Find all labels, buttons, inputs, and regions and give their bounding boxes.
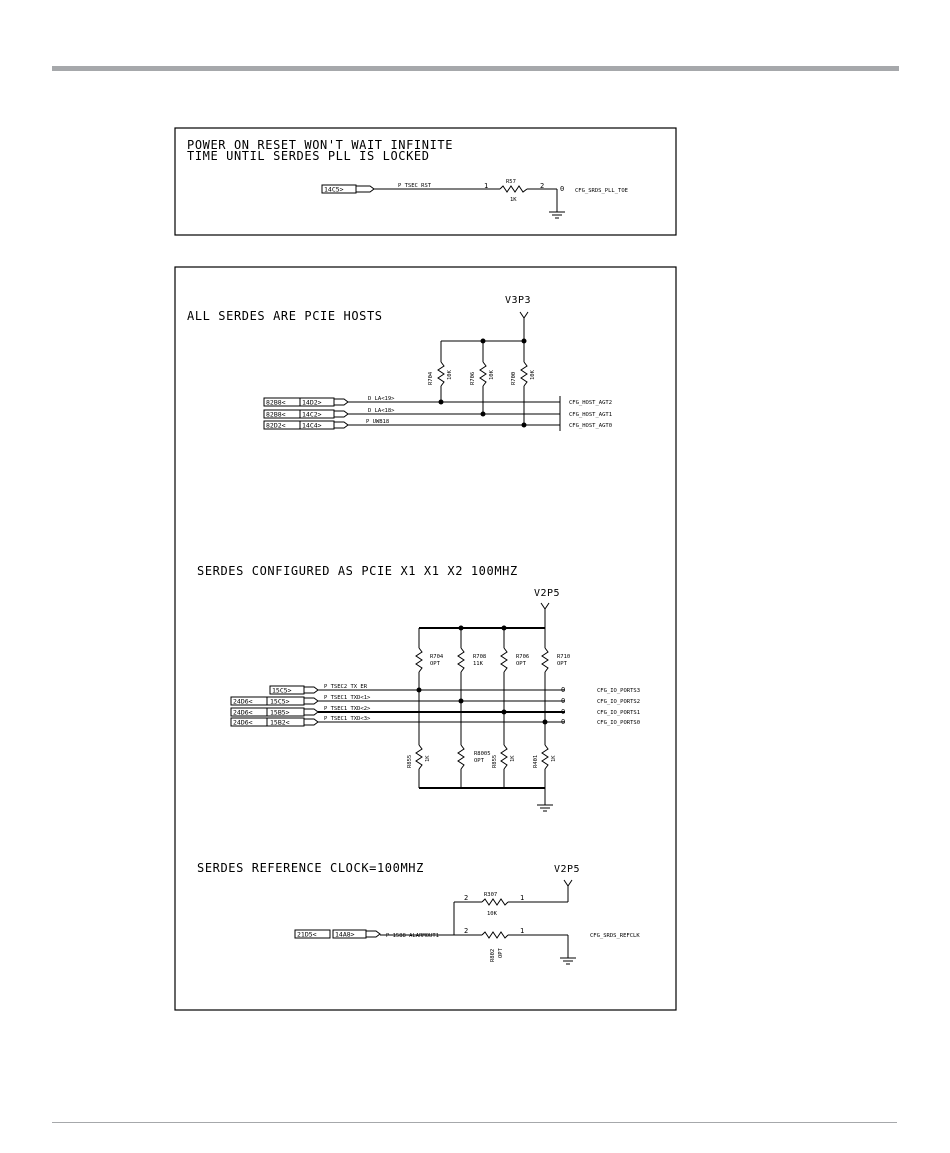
refclk-row	[295, 930, 568, 958]
r57-ref: R57	[506, 179, 516, 185]
refclk-power-arrow-icon	[564, 880, 572, 886]
host-row-0	[264, 396, 612, 408]
host-row0-port-a: 82B8<	[266, 398, 286, 407]
host-row0-port-b: 14D2>	[302, 398, 322, 407]
pcie-ur4-value: OPT	[557, 661, 567, 667]
r802-pin2: 1	[520, 927, 525, 935]
host-row1-port-a: 82B8<	[266, 410, 286, 419]
reset-net-label: P TSEC RST	[398, 183, 432, 189]
r802-ref: R802	[490, 948, 496, 962]
pcie-row0-net: P TSEC2 TX ER	[324, 684, 368, 690]
pcie-row2-port-b: 15B5>	[270, 708, 290, 717]
host-r1-value: 10K	[447, 370, 453, 380]
host-r3-value: 10K	[530, 370, 536, 380]
pcie-row3-net: P TSEC1 TXD<3>	[324, 716, 371, 722]
pcie-row-0	[270, 684, 640, 695]
refclk-section-title: SERDES REFERENCE CLOCK=100MHZ	[197, 861, 424, 875]
host-row1-net: D LA<18>	[368, 408, 395, 414]
host-row-1	[264, 408, 612, 420]
pcie-lr3-value: 1K	[510, 755, 516, 762]
reset-title-line1: POWER ON RESET WON'T WAIT INFINITE	[187, 138, 454, 152]
pcie-lr4-ref: R401	[533, 754, 539, 768]
refclk-ground-icon	[560, 958, 576, 964]
host-power-label: V3P3	[505, 295, 532, 306]
pcie-ground-icon	[537, 805, 553, 811]
pcie-ur1-ref: R704	[430, 654, 444, 660]
host-power-arrow-icon	[520, 312, 528, 318]
pcie-power-arrow-icon	[541, 603, 549, 609]
pcie-row1-port-a: 24D6<	[233, 697, 253, 706]
r57-value: 1K	[510, 197, 517, 203]
r802-value: OPT	[498, 948, 504, 958]
host-section-title: ALL SERDES ARE PCIE HOSTS	[187, 309, 383, 323]
pcie-ur3-ref: R706	[516, 654, 530, 660]
pcie-power-label: V2P5	[534, 588, 561, 599]
pcie-lr2-ref: R8005	[474, 751, 491, 757]
host-row-2	[264, 419, 612, 431]
pcie-row1-out: CFG_IO_PORTS2	[597, 699, 641, 705]
pcie-lr2-value: OPT	[474, 758, 484, 764]
r307-pin2: 1	[520, 894, 525, 902]
host-row2-port-a: 82D2<	[266, 421, 286, 430]
pcie-row2-pin: 0	[561, 708, 566, 716]
pcie-row0-port-b: 15C5>	[272, 686, 292, 695]
pcie-lr4-value: 1K	[551, 755, 557, 762]
host-row0-out: CFG_HOST_AGT2	[569, 400, 613, 406]
pcie-ur2-value: 11K	[473, 661, 483, 667]
pcie-row1-port-b: 15C5>	[270, 697, 290, 706]
host-row2-port-b: 14C4>	[302, 421, 322, 430]
pcie-ur1-value: OPT	[430, 661, 440, 667]
pcie-lr1-ref: R855	[407, 754, 413, 768]
pcie-row0-pin: 0	[561, 686, 566, 694]
host-row1-port-b: 14C2>	[302, 410, 322, 419]
r307-ref: R307	[484, 892, 498, 898]
r57-pin1: 1	[484, 182, 489, 190]
pcie-row-1	[231, 695, 640, 706]
refclk-power-label: V2P5	[554, 864, 581, 875]
reset-title-line2: TIME UNTIL SERDES PLL IS LOCKED	[187, 149, 430, 163]
footer-rule	[52, 1122, 897, 1123]
pcie-row3-port-a: 24D6<	[233, 718, 253, 727]
r802-pin1: 2	[464, 927, 469, 935]
pcie-row-2	[231, 706, 640, 717]
pcie-row1-pin: 0	[561, 697, 566, 705]
reset-output-pin: 0	[560, 185, 565, 193]
pcie-ur3-value: OPT	[516, 661, 526, 667]
pcie-row-3	[231, 716, 640, 727]
pcie-row3-out: CFG_IO_PORTS0	[597, 720, 641, 726]
pcie-row3-port-b: 15B2<	[270, 718, 290, 727]
refclk-net: P 1588 ALARMOUT1	[386, 933, 439, 939]
serdes-panel	[175, 267, 676, 1010]
pcie-row0-out: CFG_IO_PORTS3	[597, 688, 641, 694]
refclk-out: CFG_SRDS_REFCLK	[590, 933, 640, 939]
refclk-port-b: 14A8>	[335, 930, 355, 939]
pcie-ur4-ref: R710	[557, 654, 571, 660]
r57-resistor	[500, 186, 527, 192]
pcie-ur2-ref: R708	[473, 654, 487, 660]
reset-ground-icon	[549, 212, 565, 218]
pcie-row3-pin: 0	[561, 718, 566, 726]
reset-output-net: CFG_SRDS_PLL_TOE	[575, 188, 628, 194]
host-row0-net: D LA<19>	[368, 396, 395, 402]
refclk-port-a: 21D5<	[297, 930, 317, 939]
pcie-row2-out: CFG_IO_PORTS1	[597, 710, 641, 716]
host-row2-out: CFG_HOST_AGT0	[569, 423, 613, 429]
host-r2-ref: R706	[470, 371, 476, 385]
reset-port-label: 14C5>	[324, 185, 344, 194]
pcie-lr1-value: 1K	[425, 755, 431, 762]
host-row1-out: CFG_HOST_AGT1	[569, 412, 613, 418]
pcie-row2-port-a: 24D6<	[233, 708, 253, 717]
host-row2-net: P UWB18	[366, 419, 390, 425]
host-r3-ref: R700	[511, 371, 517, 385]
pcie-upper-resistors	[416, 628, 548, 745]
reset-port-arrow	[356, 186, 374, 192]
pcie-row2-net: P TSEC1 TXD<2>	[324, 706, 371, 712]
pcie-lr3-ref: R855	[492, 754, 498, 768]
pcie-row1-net: P TSEC1 TXD<1>	[324, 695, 371, 701]
r57-pin2: 2	[540, 182, 545, 190]
refclk-r307	[454, 899, 568, 935]
r307-pin1: 2	[464, 894, 469, 902]
host-r2-value: 10K	[489, 370, 495, 380]
host-r1-ref: R704	[428, 371, 434, 385]
r307-value: 10K	[487, 911, 497, 917]
pcie-section-title: SERDES CONFIGURED AS PCIE X1 X1 X2 100MHZ	[197, 564, 518, 578]
